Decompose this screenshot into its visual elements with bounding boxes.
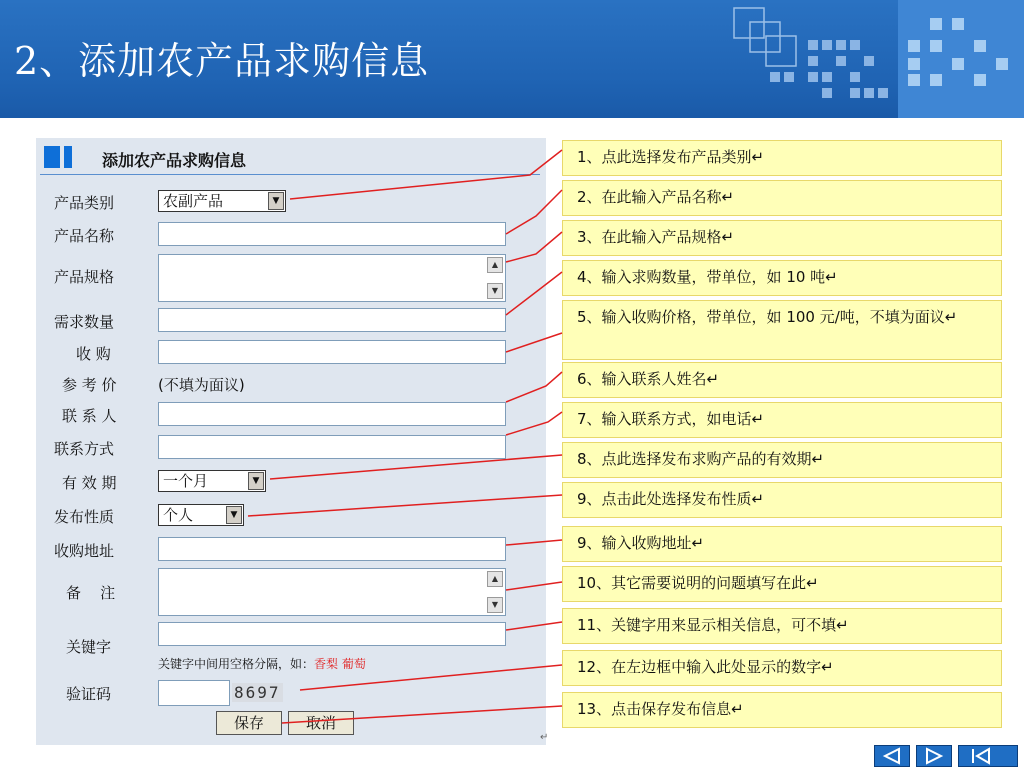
next-arrow-icon[interactable]	[916, 745, 952, 767]
form-header	[42, 146, 532, 174]
form-title-icon-bar	[64, 146, 72, 168]
keyword-examples: 香梨 葡萄	[314, 657, 366, 671]
cancel-button[interactable]: 取消	[288, 711, 354, 735]
label-spec: 产品规格	[54, 268, 115, 286]
chevron-down-icon[interactable]: ▼	[226, 506, 242, 524]
price-input[interactable]	[158, 340, 506, 364]
scroll-down-icon[interactable]: ▼	[487, 283, 503, 299]
note-8: 8、点此选择发布求购产品的有效期↵	[562, 442, 1002, 478]
scroll-down-icon[interactable]: ▼	[487, 597, 503, 613]
note-3: 3、在此输入产品规格↵	[562, 220, 1002, 256]
keyword-hint-text: 关键字中间用空格分隔，如：	[158, 657, 315, 671]
keywords-input[interactable]	[158, 622, 506, 646]
product-spec-textarea[interactable]	[158, 254, 506, 302]
captcha-image: 8697	[234, 683, 281, 702]
note-6: 6、输入联系人姓名↵	[562, 362, 1002, 398]
return-mark: ↵	[540, 732, 549, 743]
note-14: 13、点击保存发布信息↵	[562, 692, 1002, 728]
scrollbar[interactable]	[487, 571, 503, 613]
category-select[interactable]	[158, 190, 286, 212]
note-5: 5、输入收购价格，带单位，如 100 元/吨，不填为面议↵	[562, 300, 1002, 360]
scroll-up-icon[interactable]: ▲	[487, 257, 503, 273]
label-category: 产品类别	[54, 194, 115, 212]
label-price-top: 收 购	[76, 345, 111, 363]
note-9: 9、点击此处选择发布性质↵	[562, 482, 1002, 518]
contact-person-input[interactable]	[158, 402, 506, 426]
label-contact-method: 联系方式	[54, 440, 115, 458]
scrollbar[interactable]	[487, 257, 503, 299]
remark-textarea[interactable]	[158, 568, 506, 616]
label-keywords: 关键字	[66, 638, 112, 656]
note-2: 2、在此输入产品名称↵	[562, 180, 1002, 216]
contact-method-input[interactable]	[158, 435, 506, 459]
divider	[40, 174, 540, 175]
label-name: 产品名称	[54, 227, 115, 245]
quantity-input[interactable]	[158, 308, 506, 332]
chevron-down-icon[interactable]: ▼	[248, 472, 264, 490]
captcha-input[interactable]	[158, 680, 230, 706]
label-quantity: 需求数量	[54, 313, 115, 331]
note-10: 9、输入收购地址↵	[562, 526, 1002, 562]
form-title-icon	[44, 146, 60, 168]
nature-select-value: 个人	[163, 506, 194, 524]
note-7: 7、输入联系方式，如电话↵	[562, 402, 1002, 438]
slide-title: 2、添加农产品求购信息	[14, 39, 430, 83]
keyword-hint	[158, 655, 366, 672]
form-title: 添加农产品求购信息	[102, 151, 247, 170]
price-hint: (不填为面议)	[158, 376, 245, 394]
label-contact-person: 联 系 人	[62, 407, 117, 425]
label-nature: 发布性质	[54, 508, 115, 526]
note-12: 11、关键字用来显示相关信息，可不填↵	[562, 608, 1002, 644]
note-4: 4、输入求购数量，带单位，如 10 吨↵	[562, 260, 1002, 296]
label-captcha: 验证码	[66, 685, 112, 703]
validity-select[interactable]	[158, 470, 266, 492]
nature-select[interactable]	[158, 504, 244, 526]
decorative-squares-icon	[730, 0, 1024, 118]
slide-header	[0, 0, 1024, 118]
first-slide-icon[interactable]	[958, 745, 1018, 767]
label-validity: 有 效 期	[62, 474, 117, 492]
scroll-up-icon[interactable]: ▲	[487, 571, 503, 587]
label-remark: 备 注	[66, 584, 116, 602]
chevron-down-icon[interactable]: ▼	[268, 192, 284, 210]
label-address: 收购地址	[54, 542, 115, 560]
product-name-input[interactable]	[158, 222, 506, 246]
category-select-value: 农副产品	[163, 192, 224, 210]
save-button[interactable]: 保存	[216, 711, 282, 735]
validity-select-value: 一个月	[163, 472, 209, 490]
note-1: 1、点此选择发布产品类别↵	[562, 140, 1002, 176]
label-price-bottom: 参 考 价	[62, 376, 117, 394]
prev-arrow-icon[interactable]	[874, 745, 910, 767]
note-13: 12、在左边框中输入此处显示的数字↵	[562, 650, 1002, 686]
address-input[interactable]	[158, 537, 506, 561]
note-11: 10、其它需要说明的问题填写在此↵	[562, 566, 1002, 602]
